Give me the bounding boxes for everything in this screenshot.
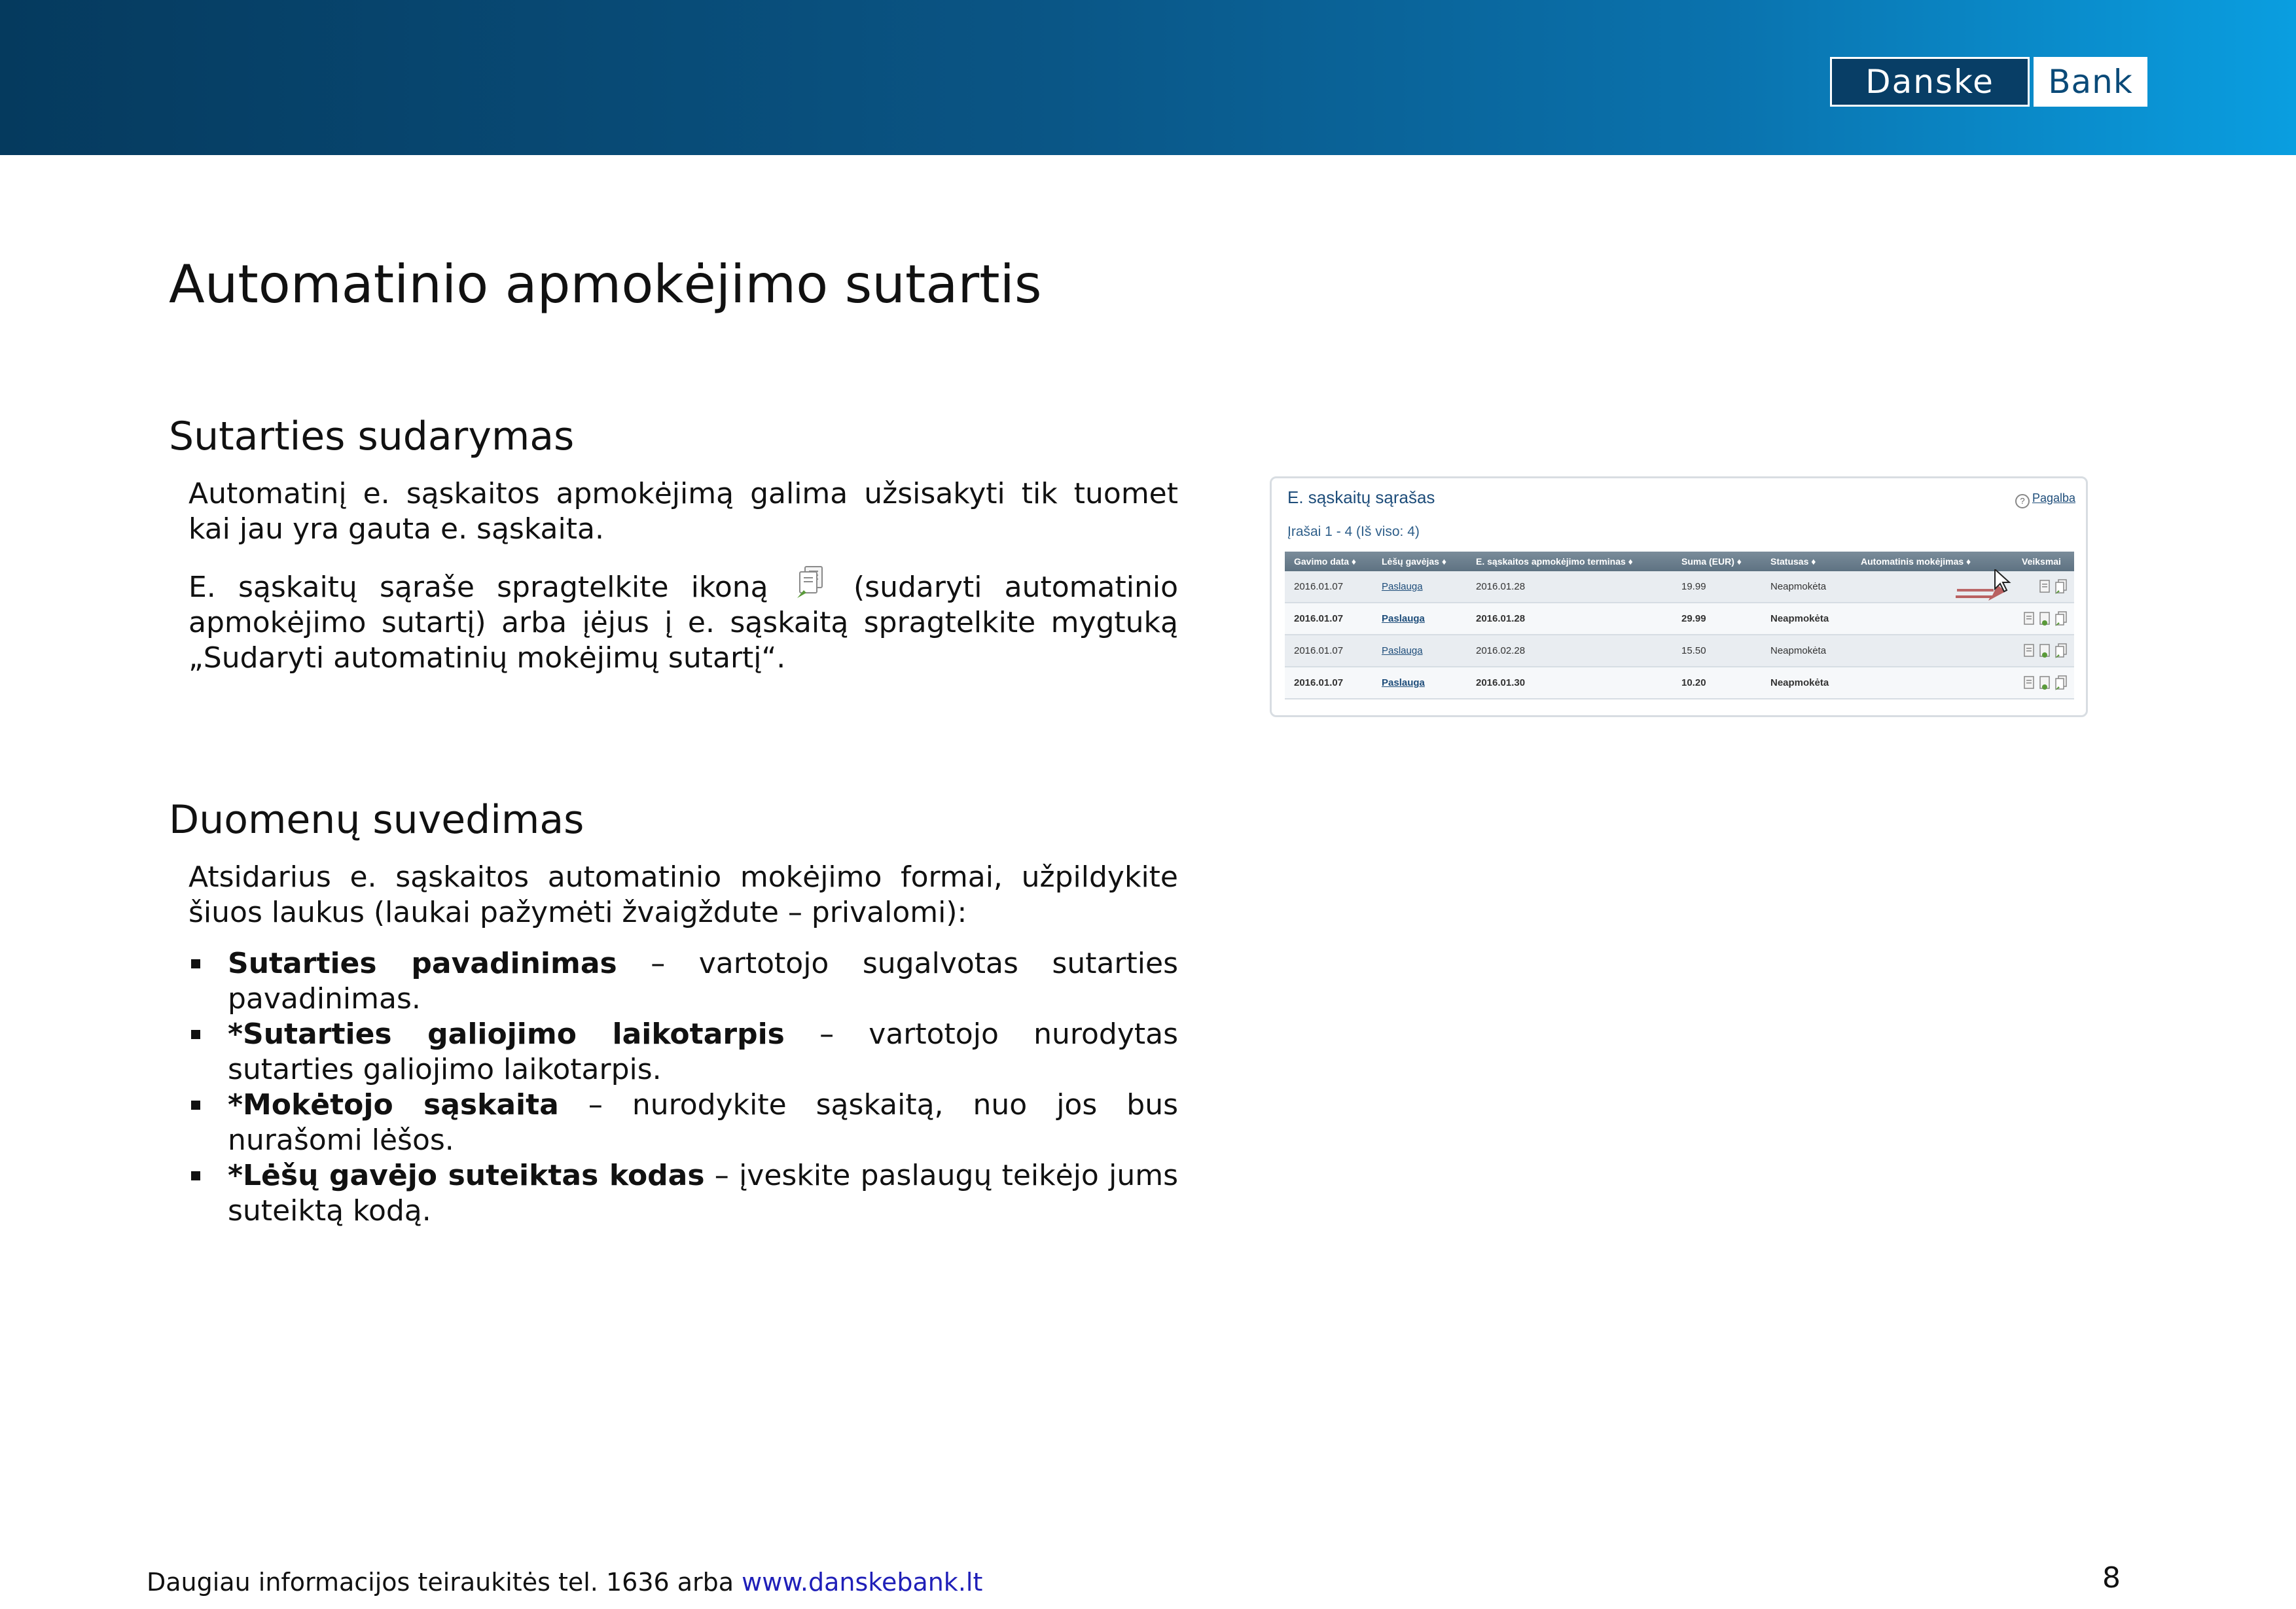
cell-amount: 10.20 (1672, 667, 1761, 699)
pay-invoice-icon[interactable] (2039, 675, 2052, 691)
records-count: Įrašai 1 - 4 (Iš viso: 4) (1287, 524, 1420, 539)
cell-due-date: 2016.01.28 (1467, 571, 1672, 603)
cell-auto-payment (1852, 667, 2013, 699)
cell-auto-payment (1852, 603, 2013, 635)
table-row (1285, 667, 2074, 699)
table-row (1285, 635, 2074, 667)
list-item (188, 1158, 1178, 1229)
view-invoice-icon[interactable] (2039, 579, 2052, 595)
field-term: *Sutarties galiojimo laikotarpis (228, 1017, 785, 1051)
help-link[interactable] (2015, 491, 2075, 508)
view-invoice-icon[interactable] (2023, 643, 2036, 659)
paragraph-form-intro: Atsidarius e. sąskaitos automatinio mokėjimo formai, užpildykite šiuos laukus (laukai pažymėti žvaigždute – privalomi): (188, 860, 1178, 929)
list-item (188, 1017, 1178, 1087)
logo-part-bank: Bank (2034, 57, 2147, 107)
field-term: Sutarties pavadinimas (228, 947, 617, 980)
bullet-square-icon (191, 1101, 200, 1110)
cell-status: Neapmokėta (1761, 667, 1852, 699)
column-header[interactable]: Suma (EUR) ♦ (1672, 552, 1761, 571)
cell-due-date: 2016.02.28 (1467, 635, 1672, 667)
view-invoice-icon[interactable] (2023, 611, 2036, 627)
view-invoice-icon[interactable] (2023, 675, 2036, 691)
website-link[interactable]: www.danskebank.lt (742, 1568, 983, 1597)
create-contract-icon[interactable] (2054, 579, 2068, 595)
page-number: 8 (2102, 1561, 2121, 1595)
cell-actions (2013, 667, 2074, 699)
field-description: – vartotojo nurodytas sutarties galiojimo laikotarpis. (228, 1017, 1178, 1086)
footer-text: Daugiau informacijos teiraukitės tel. 1636 arba (147, 1568, 734, 1597)
cell-payee (1372, 603, 1467, 635)
table-header-row (1285, 552, 2074, 571)
table-row (1285, 603, 2074, 635)
field-term: *Lėšų gavėjo suteiktas kodas (228, 1159, 705, 1192)
danske-bank-logo (1830, 57, 2147, 107)
cell-date: 2016.01.07 (1285, 667, 1372, 699)
cell-payee (1372, 571, 1467, 603)
create-contract-icon[interactable] (2054, 675, 2068, 691)
column-header[interactable]: Statusas ♦ (1761, 552, 1852, 571)
help-icon: ? (2015, 494, 2030, 508)
help-label: Pagalba (2032, 491, 2075, 504)
payee-link[interactable]: Paslauga (1382, 677, 1425, 688)
column-header[interactable]: Lėšų gavėjas ♦ (1372, 552, 1467, 571)
instructions-text-before: E. sąskaitų sąraše spragtelkite ikoną (188, 571, 768, 604)
cell-amount: 15.50 (1672, 635, 1761, 667)
cell-auto-payment (1852, 635, 2013, 667)
cell-actions (2013, 635, 2074, 667)
instructions-text-after: (sudaryti automatinio apmokėjimo sutartį) arba įėjus į e. sąskaitą spragtelkite mygtuką „Sudaryti automatinių mokėjimų sutartį“. (188, 571, 1178, 675)
page-title: Automatinio apmokėjimo sutartis (169, 254, 1042, 315)
column-header: Veiksmai (2013, 552, 2074, 571)
footer-contact (147, 1568, 982, 1597)
section-title-sutarties-sudarymas: Sutarties sudarymas (169, 414, 575, 459)
pointer-arrow-icon (1954, 569, 2013, 603)
cell-date: 2016.01.07 (1285, 603, 1372, 635)
header-banner (0, 0, 2296, 155)
cell-due-date: 2016.01.30 (1467, 667, 1672, 699)
cell-status: Neapmokėta (1761, 603, 1852, 635)
cell-amount: 19.99 (1672, 571, 1761, 603)
cell-due-date: 2016.01.28 (1467, 603, 1672, 635)
cell-amount: 29.99 (1672, 603, 1761, 635)
payee-link[interactable]: Paslauga (1382, 613, 1425, 624)
pay-invoice-icon[interactable] (2039, 643, 2052, 659)
section-title-duomenu-suvedimas: Duomenų suvedimas (169, 797, 584, 843)
bullet-square-icon (191, 959, 200, 968)
field-description: – įveskite paslaugų teikėjo jums suteiktą kodą. (228, 1159, 1178, 1228)
field-term: *Mokėtojo sąskaita (228, 1088, 559, 1122)
column-header[interactable]: E. sąskaitos apmokėjimo terminas ♦ (1467, 552, 1672, 571)
cell-actions (2013, 571, 2074, 603)
cell-payee (1372, 635, 1467, 667)
create-contract-icon[interactable] (2054, 643, 2068, 659)
field-description: – nurodykite sąskaitą, nuo jos bus nurašomi lėšos. (228, 1088, 1178, 1157)
payee-link[interactable]: Paslauga (1382, 581, 1423, 592)
cell-status: Neapmokėta (1761, 571, 1852, 603)
create-contract-icon (795, 564, 827, 602)
fields-list (188, 946, 1178, 1229)
create-contract-icon[interactable] (2054, 611, 2068, 627)
cell-payee (1372, 667, 1467, 699)
invoice-list-title: E. sąskaitų sąrašas (1287, 487, 1435, 507)
cell-date: 2016.01.07 (1285, 571, 1372, 603)
field-description: – vartotojo sugalvotas sutarties pavadinimas. (228, 947, 1178, 1016)
cell-status: Neapmokėta (1761, 635, 1852, 667)
column-header[interactable]: Automatinis mokėjimas ♦ (1852, 552, 2013, 571)
paragraph-intro: Automatinį e. sąskaitos apmokėjimą galima užsisakyti tik tuomet kai jau yra gauta e. sąskaita. (188, 477, 1178, 546)
bullet-square-icon (191, 1030, 200, 1039)
bullet-square-icon (191, 1171, 200, 1180)
cell-date: 2016.01.07 (1285, 635, 1372, 667)
list-item (188, 1087, 1178, 1158)
pay-invoice-icon[interactable] (2039, 611, 2052, 627)
cell-actions (2013, 603, 2074, 635)
column-header[interactable]: Gavimo data ♦ (1285, 552, 1372, 571)
payee-link[interactable]: Paslauga (1382, 645, 1423, 656)
list-item (188, 946, 1178, 1017)
invoice-list-screenshot (1270, 476, 2088, 717)
paragraph-instructions (188, 564, 1178, 676)
logo-part-danske: Danske (1830, 57, 2030, 107)
